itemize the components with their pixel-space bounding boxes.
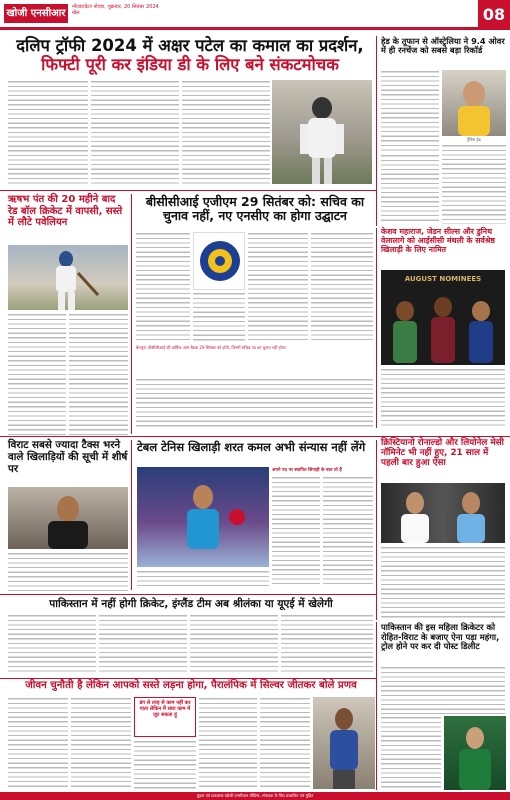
rishabh-headline: ऋषभ पंत की 20 महीने बाद रेड बॉल क्रिकेट में वापसी, सस्ते में लौटे पवेलियन — [8, 194, 123, 228]
column-divider — [376, 36, 377, 226]
lead-headline-line1: दलिप ट्रॉफी 2024 में अक्षर पटेल का कमाल का प्रदर्शन, — [16, 36, 364, 55]
tt-body-col2 — [323, 476, 373, 586]
head-photo-caption: ट्रैविस हेड — [467, 137, 481, 142]
bcci-logo-icon — [194, 233, 246, 291]
keshav-body — [381, 368, 505, 428]
tt-photo — [137, 467, 269, 567]
nominees-photo — [381, 270, 505, 365]
sidebar-body-col1 — [381, 70, 439, 152]
section-divider — [0, 436, 510, 437]
column-divider — [131, 440, 132, 590]
rishabh-body-col2 — [69, 313, 128, 435]
rishabh-body-col1 — [8, 313, 66, 435]
jeevan-body-col5 — [260, 697, 310, 789]
sidebar-headline: हेड के तूफान से ऑस्ट्रेलिया ने 9.4 ओवर में ही रनचेंज को सबसे बड़ा रिकॉर्ड — [381, 36, 505, 56]
cricketer-portrait-icon — [444, 716, 506, 790]
women-body-col1 — [381, 716, 441, 790]
section-divider — [0, 190, 376, 191]
jeevan-headline: जीवन चुनौती है लेकिन आपको सस्ते लड़ना होगा, पैरालंपिक में सिल्वर जीतकर बोले प्रणव — [25, 680, 357, 691]
nominees-banner: AUGUST NOMINEES — [404, 275, 482, 283]
lead-headline — [10, 37, 370, 75]
lead-body-col2 — [91, 80, 179, 184]
three-players-icon — [381, 283, 505, 363]
sidebar-body-col2 — [442, 144, 506, 224]
pakistan-body-col1 — [8, 614, 96, 674]
section-divider — [0, 678, 376, 679]
bcci-body-col4 — [311, 232, 373, 342]
masthead-section: खेल — [72, 10, 80, 16]
jeevan-body-col1 — [8, 697, 68, 789]
pranav-photo — [313, 697, 375, 789]
tt-body-bottom — [137, 570, 269, 588]
jeevan-pullquote: ढंग से तरह से काम नहीं कर पाता लेकिन मैं सारा काम में जुट सकता हूं — [134, 697, 196, 737]
lead-body-col1 — [8, 80, 88, 184]
sidebar-body-col3 — [381, 154, 439, 224]
masthead-logo: खोजी एनसीआर — [4, 4, 68, 23]
pakistan-body-col3 — [190, 614, 278, 674]
bcci-note: बेंगलुरु: बीसीसीआई की वार्षिक आम बैठक 29 सितंबर को होगी, जिसमें सचिव पद का चुनाव नहीं होगा। — [136, 345, 287, 350]
lead-body-col3 — [182, 80, 270, 184]
tt-headline: टेबल टेनिस खिलाड़ी शरत कमल अभी संन्यास नहीं लेंगे — [137, 440, 366, 454]
two-players-icon — [381, 483, 505, 543]
bcci-extra-body — [136, 378, 373, 430]
women-headline: पाकिस्तान की इस महिला क्रिकेटर को रोहित-विराट के बजाए ऐना पड़ा महंगा, ट्रोल होने पर कर दी पोस्ट डिलीट — [381, 622, 500, 652]
athlete-silhouette-icon — [313, 697, 375, 789]
lead-headline-line2: फिफ्टी पूरी कर इंडिया डी के लिए बने संकटमोचक — [41, 54, 339, 74]
section-divider — [0, 594, 376, 595]
lead-photo — [272, 80, 372, 184]
jeevan-body-col2 — [71, 697, 131, 789]
virat-photo — [8, 487, 128, 549]
bcci-body-col2 — [193, 292, 245, 342]
tt-subhead: अपने पद पर स्थापित सिपाही के बात तो हैं — [272, 468, 342, 473]
pakistan-headline: पाकिस्तान में नहीं होगी क्रिकेट, इंग्लैंड टीम अब श्रीलंका या यूएई में खेलेगी — [49, 598, 333, 610]
keshav-headline: केशव महाराज, जेडन सील्स और डुनिथ वेलालागे को आईसीसी मंथली के सर्वश्रेष्ठ खिलाड़ी के लिए नामित — [381, 227, 495, 254]
bcci-body-col1 — [136, 232, 190, 342]
masthead-date — [72, 4, 159, 16]
women-body-top — [381, 666, 505, 714]
head-photo — [442, 70, 506, 136]
batsman-silhouette-icon — [8, 245, 128, 310]
column-divider — [376, 622, 377, 790]
column-divider — [376, 228, 377, 428]
ronaldo-messi-photo — [381, 483, 505, 543]
player-portrait-icon — [442, 70, 506, 136]
player-portrait-icon — [8, 487, 128, 549]
bcci-logo-box — [193, 232, 245, 290]
table-tennis-player-icon — [137, 467, 269, 567]
rishabh-photo — [8, 245, 128, 310]
jeevan-body-col4 — [199, 697, 257, 789]
page-number: 08 — [478, 0, 510, 30]
virat-headline: विराट सबसे ज्यादा टैक्स भरने वाले खिलाड़ियों की सूची में शीर्ष पर — [8, 439, 128, 475]
jeevan-body-col3 — [134, 740, 196, 789]
women-photo — [444, 716, 506, 790]
tt-body-col1 — [272, 476, 320, 586]
virat-body — [8, 552, 128, 592]
column-divider — [376, 440, 377, 620]
masthead-date-text: नोएडा/ग्रेटर नोएडा, शुक्रवार, 20 सितंबर 2024 — [72, 4, 159, 10]
column-divider — [131, 194, 132, 434]
ronaldo-headline: क्रिस्टियानो रोनाल्डो और लियोनेल मेसी नॉमिनेट भी नहीं हुए, 21 साल में पहली बार हुआ ऐसा — [381, 438, 504, 469]
pakistan-body-col2 — [99, 614, 187, 674]
bcci-headline: बीसीसीआई एजीएम 29 सितंबर को: सचिव का चुनाव नहीं, नए एनसीए का होगा उद्घाटन — [145, 194, 365, 224]
footer-imprint: मुद्रक एवं प्रकाशक खोजी एनसीआर मीडिया, संपादक के लिए प्रकाशित एवं मुद्रित — [0, 792, 510, 800]
ronaldo-body — [381, 546, 505, 620]
bcci-body-col3 — [248, 232, 308, 342]
pakistan-body-col4 — [281, 614, 373, 674]
cricketer-silhouette-icon — [272, 80, 372, 184]
